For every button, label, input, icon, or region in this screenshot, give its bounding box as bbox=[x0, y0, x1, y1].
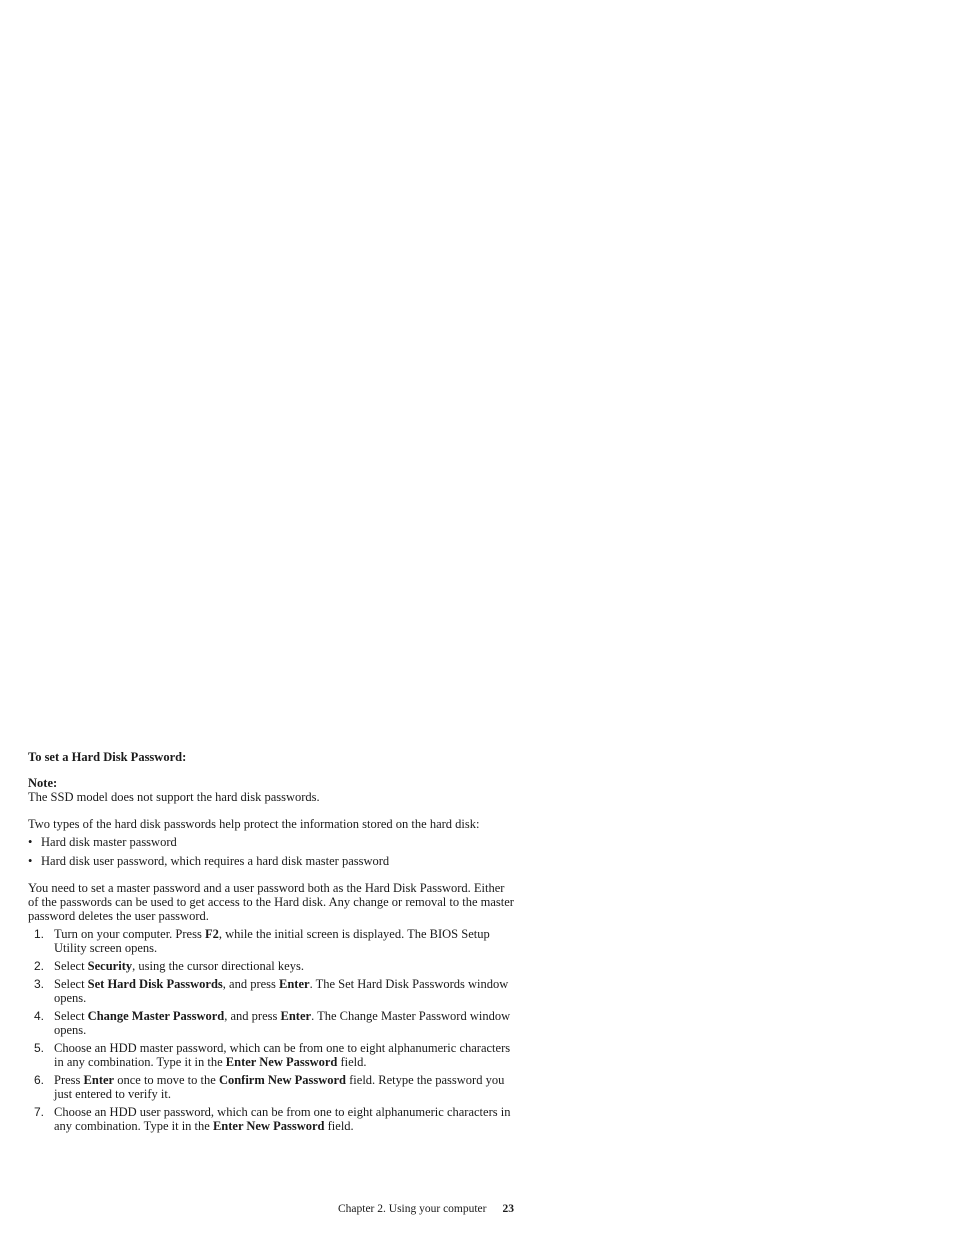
page-footer bbox=[338, 1203, 514, 1215]
step-number: 6. bbox=[34, 1073, 45, 1087]
step-emphasis: Change Master Password bbox=[87, 1009, 225, 1023]
step-text: Choose an HDD master password, which can be from one to eight alphanumeric characters in any combination. Type it in the bbox=[54, 1041, 511, 1069]
step-number: 1. bbox=[34, 927, 45, 941]
list-item-text: Hard disk master password bbox=[41, 835, 177, 849]
step-text: , using the cursor directional keys. bbox=[132, 959, 304, 973]
step-emphasis: Enter New Password bbox=[212, 1119, 325, 1133]
list-item bbox=[28, 835, 516, 849]
step-text: . The Set Hard Disk Passwords window opens. bbox=[54, 977, 509, 1005]
step-text: , and press bbox=[222, 977, 280, 991]
step-item bbox=[28, 1105, 516, 1133]
step-text: . The Change Master Password window opens. bbox=[54, 1009, 511, 1037]
page-number: 23 bbox=[502, 1203, 514, 1215]
step-text: Choose an HDD user password, which can be from one to eight alphanumeric characters in any combination. Type it in the bbox=[54, 1105, 511, 1133]
step-emphasis: Confirm New Password bbox=[218, 1073, 347, 1087]
step-text: Select bbox=[54, 959, 88, 973]
step-number: 4. bbox=[34, 1009, 45, 1023]
step-item bbox=[28, 959, 516, 973]
step-text: Press bbox=[54, 1073, 84, 1087]
step-item bbox=[28, 1009, 516, 1037]
step-text: Turn on your computer. Press bbox=[54, 927, 205, 941]
step-text: , while the initial screen is displayed. The BIOS Setup Utility screen opens. bbox=[54, 927, 490, 955]
step-number: 2. bbox=[34, 959, 45, 973]
list-item-text: Hard disk user password, which requires a hard disk master password bbox=[41, 854, 390, 868]
step-text: , and press bbox=[224, 1009, 281, 1023]
bullet-icon: • bbox=[28, 835, 33, 849]
section-heading: To set a Hard Disk Password: bbox=[28, 750, 187, 764]
step-text: field. bbox=[324, 1119, 354, 1133]
list-item bbox=[28, 854, 516, 868]
step-emphasis: Enter New Password bbox=[225, 1055, 338, 1069]
step-item bbox=[28, 1041, 516, 1069]
step-item bbox=[28, 977, 516, 1005]
step-text: once to move to the bbox=[114, 1073, 219, 1087]
step-item bbox=[28, 1073, 516, 1101]
step-item bbox=[28, 927, 516, 955]
body-paragraph: You need to set a master password and a user password both as the Hard Disk Password. Either of the passwords can be used to get access to the Hard disk. Any change or removal to the master password deletes the user password. bbox=[28, 881, 514, 923]
step-emphasis: Set Hard Disk Passwords bbox=[87, 977, 223, 991]
chapter-title: Chapter 2. Using your computer bbox=[337, 1203, 487, 1215]
step-emphasis: Enter bbox=[280, 1009, 312, 1023]
step-emphasis: Security bbox=[87, 959, 133, 973]
step-text: field. Retype the password you just entered to verify it. bbox=[54, 1073, 505, 1101]
step-number: 5. bbox=[34, 1041, 45, 1055]
step-number: 7. bbox=[34, 1105, 45, 1119]
step-emphasis: Enter bbox=[83, 1073, 115, 1087]
document-body bbox=[28, 750, 516, 1137]
intro-paragraph: Two types of the hard disk passwords help protect the information stored on the hard disk: bbox=[28, 817, 480, 831]
step-emphasis: Enter bbox=[279, 977, 310, 991]
step-text: field. bbox=[337, 1055, 367, 1069]
note-label: Note: bbox=[28, 776, 58, 790]
step-text: Select bbox=[54, 1009, 88, 1023]
bullet-icon: • bbox=[28, 854, 33, 868]
password-types-list bbox=[28, 835, 516, 868]
step-text: Select bbox=[54, 977, 88, 991]
step-number: 3. bbox=[34, 977, 45, 991]
steps-list bbox=[28, 927, 516, 1133]
note-text: The SSD model does not support the hard disk passwords. bbox=[28, 790, 320, 804]
step-emphasis: F2 bbox=[204, 927, 219, 941]
